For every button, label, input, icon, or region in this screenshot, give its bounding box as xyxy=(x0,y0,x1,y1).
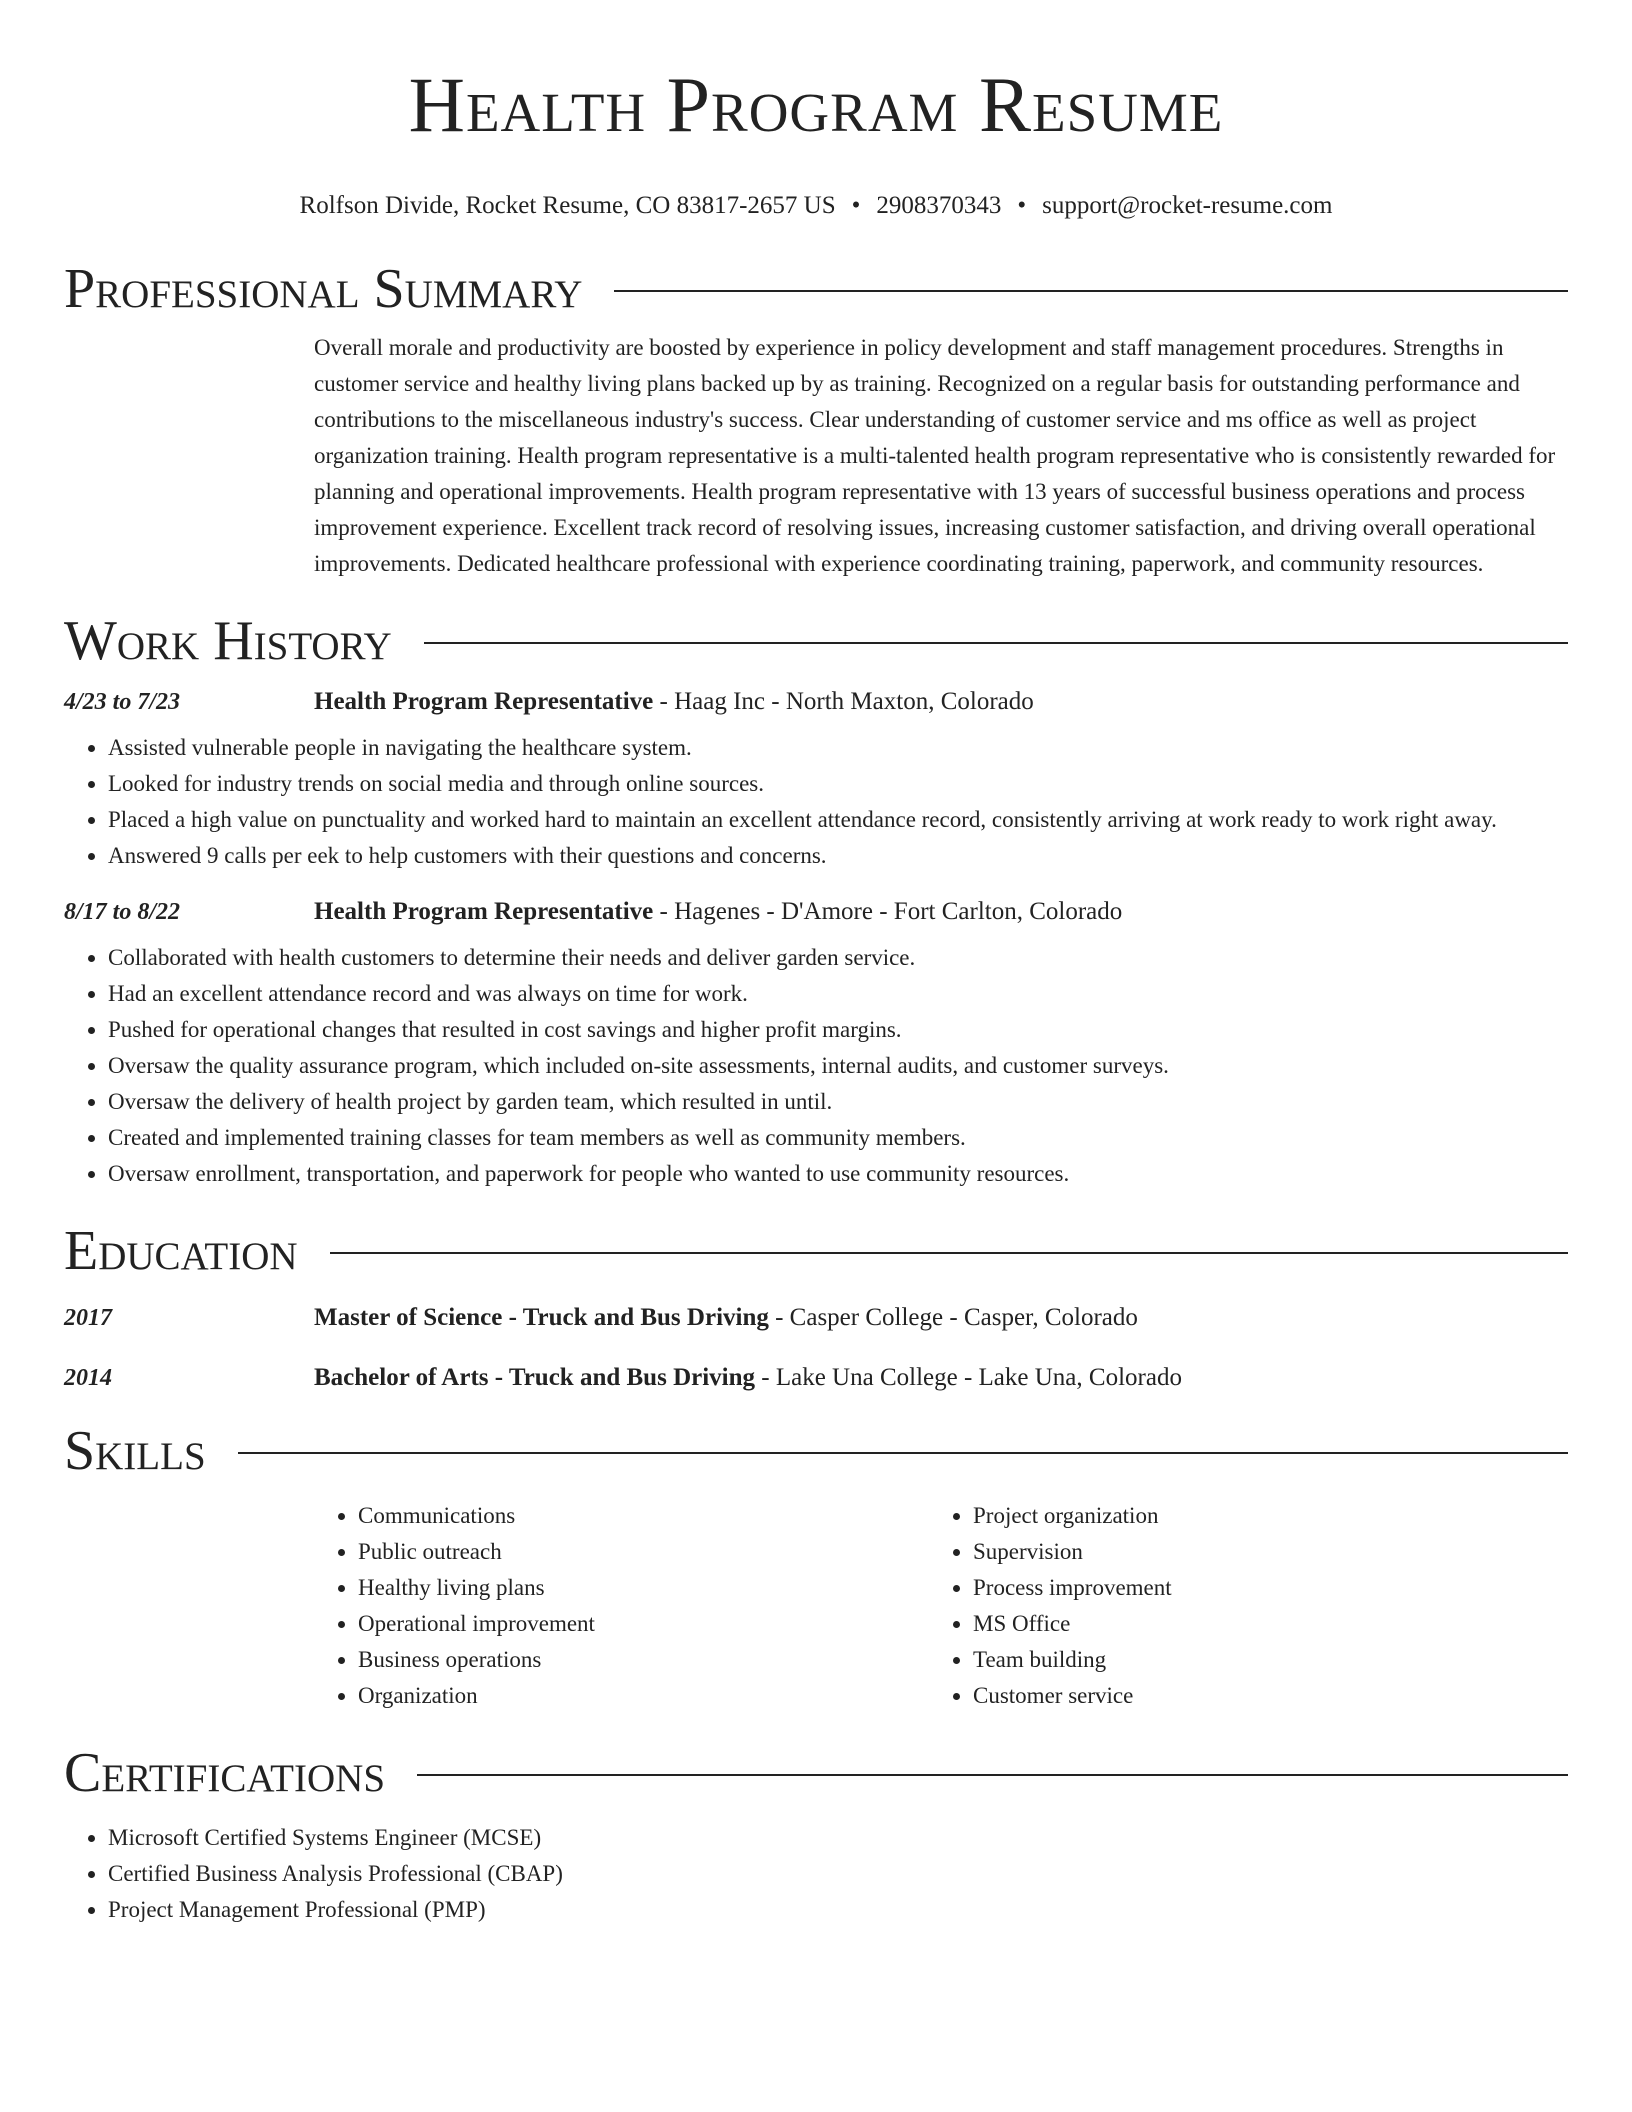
education-entry xyxy=(64,1304,1568,1332)
contact-separator: • xyxy=(851,192,861,219)
work-heading xyxy=(314,898,1122,926)
work-heading xyxy=(314,688,1034,716)
skill-item: • Organization xyxy=(358,1678,929,1714)
certification-item: • Project Management Professional (PMP) xyxy=(108,1892,1568,1928)
section-title-work: Work History xyxy=(64,610,392,672)
education-date: 2014 xyxy=(64,1365,112,1391)
work-entry xyxy=(64,688,1568,874)
skill-item: • Public outreach xyxy=(358,1534,929,1570)
contact-email[interactable]: support@rocket-resume.com xyxy=(1042,192,1333,219)
work-bullets xyxy=(64,730,1568,874)
list-item: • Had an excellent attendance record and was always on time for work. xyxy=(108,976,1568,1012)
skill-item: • Process improvement xyxy=(973,1570,1544,1606)
skills-column-left xyxy=(314,1498,929,1714)
skill-item: • Communications xyxy=(358,1498,929,1534)
summary-section-header xyxy=(64,256,1568,322)
section-title-skills: Skills xyxy=(64,1420,206,1482)
contact-address: Rolfson Divide, Rocket Resume, CO 83817-2657 US xyxy=(299,192,836,219)
skill-item: • Supervision xyxy=(973,1534,1544,1570)
section-title-education: Education xyxy=(64,1220,298,1282)
skill-item: • Healthy living plans xyxy=(358,1570,929,1606)
skills-section-header xyxy=(64,1418,1568,1484)
education-details: - Casper College - Casper, Colorado xyxy=(768,1304,1138,1331)
list-item: • Looked for industry trends on social media and through online sources. xyxy=(108,766,1568,802)
education-entry xyxy=(64,1364,1568,1392)
list-item: • Assisted vulnerable people in navigating the healthcare system. xyxy=(108,730,1568,766)
list-item: • Oversaw enrollment, transportation, and paperwork for people who wanted to use community resources. xyxy=(108,1156,1568,1192)
list-item: • Oversaw the delivery of health project by garden team, which resulted in until. xyxy=(108,1084,1568,1120)
education-section-header xyxy=(64,1218,1568,1284)
skill-item: • MS Office xyxy=(973,1606,1544,1642)
skill-item: • Project organization xyxy=(973,1498,1544,1534)
work-details: - Hagenes - D'Amore - Fort Carlton, Colorado xyxy=(653,898,1123,925)
skills-column-right xyxy=(929,1498,1544,1714)
certifications-list xyxy=(64,1820,1568,1928)
work-entry-header xyxy=(64,898,1568,926)
skill-item: • Operational improvement xyxy=(358,1606,929,1642)
section-divider xyxy=(330,1252,1568,1254)
skill-item: • Customer service xyxy=(973,1678,1544,1714)
resume-title: Health Program Resume xyxy=(408,61,1224,148)
skill-item: • Business operations xyxy=(358,1642,929,1678)
list-item: • Placed a high value on punctuality and worked hard to maintain an excellent attendance record, consistently arriving at work ready to work right away. xyxy=(108,802,1568,838)
work-entry-header xyxy=(64,688,1568,716)
list-item: • Oversaw the quality assurance program, which included on-site assessments, internal audits, and customer surveys. xyxy=(108,1048,1568,1084)
list-item: • Pushed for operational changes that resulted in cost savings and higher profit margins. xyxy=(108,1012,1568,1048)
section-divider xyxy=(614,290,1568,292)
section-divider xyxy=(417,1774,1568,1776)
work-role: Health Program Representative xyxy=(314,688,654,715)
summary-text: Overall morale and productivity are boosted by experience in policy development and staff management procedures. Strengths in customer service and healthy living plans backed up by as training. Recognized on a regular basis for outstanding performance and contributions to the miscellaneous industry's success. Clear understanding of customer service and ms office as well as project organization training. Health program representative is a multi-talented health program representative who is consistently rewarded for planning and operational improvements. Health program representative with 13 years of successful business operations and process improvement experience. Excellent track record of resolving issues, increasing customer satisfaction, and driving overall operational improvements. Dedicated healthcare professional with experience coordinating training, paperwork, and community resources. xyxy=(314,335,1556,576)
contact-line xyxy=(64,190,1568,222)
certifications-section-header xyxy=(64,1740,1568,1806)
education-date: 2017 xyxy=(64,1305,112,1331)
certification-item: • Microsoft Certified Systems Engineer (MCSE) xyxy=(108,1820,1568,1856)
education-degree: Master of Science - Truck and Bus Driving xyxy=(314,1304,769,1331)
section-title-certifications: Certifications xyxy=(64,1742,386,1804)
education-degree: Bachelor of Arts - Truck and Bus Driving xyxy=(314,1364,756,1391)
list-item: • Answered 9 calls per eek to help customers with their questions and concerns. xyxy=(108,838,1568,874)
certification-item: • Certified Business Analysis Professional (CBAP) xyxy=(108,1856,1568,1892)
skill-item: • Team building xyxy=(973,1642,1544,1678)
skills-list xyxy=(314,1484,1568,1714)
list-item: • Created and implemented training classes for team members as well as community members. xyxy=(108,1120,1568,1156)
section-divider xyxy=(424,642,1568,644)
work-details: - Haag Inc - North Maxton, Colorado xyxy=(653,688,1034,715)
contact-phone: 2908370343 xyxy=(876,192,1002,219)
list-item: • Collaborated with health customers to determine their needs and deliver garden service. xyxy=(108,940,1568,976)
education-details: - Lake Una College - Lake Una, Colorado xyxy=(755,1364,1182,1391)
work-role: Health Program Representative xyxy=(314,898,654,925)
work-entry xyxy=(64,898,1568,1192)
work-date: 8/17 to 8/22 xyxy=(64,899,181,925)
section-title-summary: Professional Summary xyxy=(64,258,583,320)
contact-separator: • xyxy=(1017,192,1027,219)
work-bullets xyxy=(64,940,1568,1192)
education-heading xyxy=(314,1304,1138,1332)
work-section-header xyxy=(64,608,1568,674)
work-date: 4/23 to 7/23 xyxy=(64,689,181,715)
education-heading xyxy=(314,1364,1182,1392)
section-divider xyxy=(238,1452,1568,1454)
